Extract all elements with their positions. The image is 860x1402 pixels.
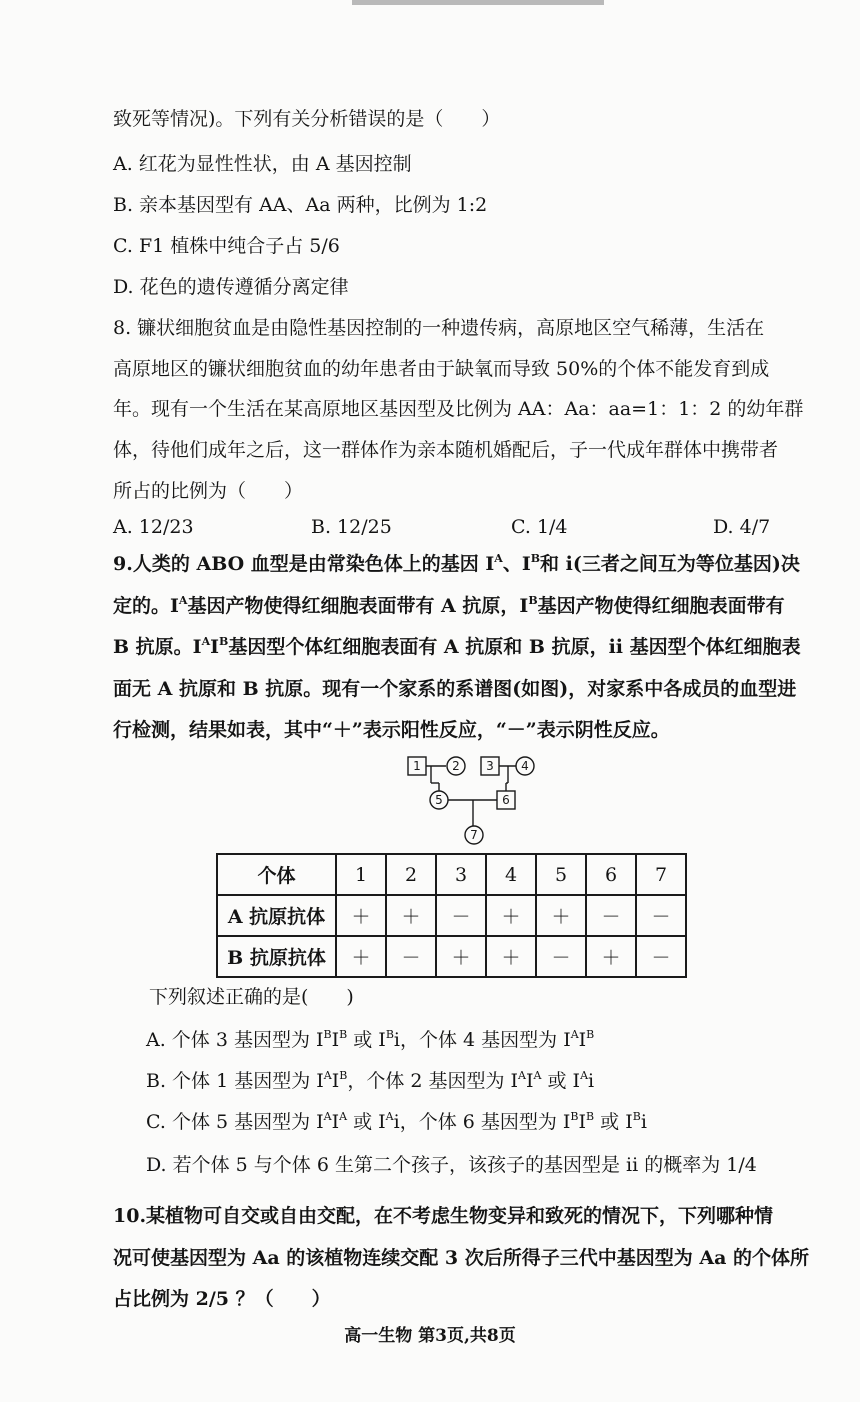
q7-stem-end: 致死等情况)。下列有关分析错误的是（ ） (113, 108, 501, 130)
q9-option-c: C. 个体 5 基因型为 $I^AI^A$ 或 $I^Ai$，个体 6 基因型为 $I^BI^B$ 或 $I^Bi$ (146, 1110, 647, 1133)
q8-option-c: C. 1/4 (511, 516, 568, 538)
pedigree-label-6: 6 (502, 793, 510, 807)
table-cell: ＋ (586, 936, 636, 977)
q9-line-4: 面无 A 抗原和 B 抗原。现有一个家系的系谱图(如图)，对家系中各成员的血型进 (113, 678, 797, 700)
table-cell: ＋ (486, 936, 536, 977)
pedigree-label-1: 1 (413, 759, 421, 773)
table-header-cell: 个体 (217, 854, 336, 895)
pedigree-label-5: 5 (435, 793, 443, 807)
table-cell: ＋ (486, 895, 536, 936)
table-cell: ＋ (536, 895, 586, 936)
table-cell: － (636, 936, 686, 977)
table-header-row (217, 854, 686, 895)
table-header-cell: 5 (536, 854, 586, 895)
q8-line-3: 年。现有一个生活在某高原地区基因型及比例为 AA：Aa：aa=1：1：2 的幼年群 (113, 398, 804, 420)
table-header-cell: 2 (386, 854, 436, 895)
table-row-label: A 抗原抗体 (217, 895, 336, 936)
q8-option-d: D. 4/7 (713, 516, 771, 538)
q9-line-1: 9.人类的 ABO 血型是由常染色体上的基因 $I^A$、$I^B$和 i(三者之间互为等位基因)决 (113, 552, 800, 575)
pedigree-label-3: 3 (486, 759, 494, 773)
q8-line-2: 高原地区的镰状细胞贫血的幼年患者由于缺氧而导致 50%的个体不能发育到成 (113, 358, 770, 380)
table-row-label: B 抗原抗体 (217, 936, 336, 977)
table-cell: － (586, 895, 636, 936)
table-cell: ＋ (336, 895, 386, 936)
table-cell: ＋ (336, 936, 386, 977)
blood-type-table (216, 853, 687, 978)
q9-line-2: 定的。$I^A$基因产物使得红细胞表面带有 A 抗原，$I^B$基因产物使得红细胞表面带有 (113, 594, 785, 617)
table-cell: ＋ (436, 936, 486, 977)
pedigree-label-4: 4 (521, 759, 529, 773)
q8-option-a: A. 12/23 (113, 516, 194, 538)
pedigree-label-2: 2 (452, 759, 460, 773)
table-header-cell: 4 (486, 854, 536, 895)
table-cell: － (386, 936, 436, 977)
q10-line-1: 10.某植物可自交或自由交配，在不考虑生物变异和致死的情况下，下列哪种情 (113, 1205, 774, 1227)
table-header-cell: 7 (636, 854, 686, 895)
q9-option-d: D. 若个体 5 与个体 6 生第二个孩子，该孩子的基因型是 ii 的概率为 1/4 (146, 1154, 757, 1176)
table-header-cell: 6 (586, 854, 636, 895)
q8-line-5: 所占的比例为（ ） (113, 480, 304, 502)
q7-option-a: A. 红花为显性性状，由 A 基因控制 (113, 153, 412, 175)
table-header-cell: 1 (336, 854, 386, 895)
q7-option-c: C. F1 植株中纯合子占 5/6 (113, 235, 340, 257)
scan-edge-shadow (352, 0, 604, 5)
q9-line-3: B 抗原。$I^AI^B$基因型个体红细胞表面有 A 抗原和 B 抗原，ii 基因型个体红细胞表 (113, 635, 801, 658)
table-cell: － (636, 895, 686, 936)
q8-option-b: B. 12/25 (311, 516, 392, 538)
table-row (217, 895, 686, 936)
q9-option-b: B. 个体 1 基因型为 $I^AI^B$，个体 2 基因型为 $I^AI^A$ 或 $I^Ai$ (146, 1069, 595, 1092)
q9-prompt: 下列叙述正确的是( ) (149, 986, 354, 1008)
table-header-cell: 3 (436, 854, 486, 895)
q7-option-b: B. 亲本基因型有 AA、Aa 两种，比例为 1:2 (113, 194, 488, 216)
q10-line-2: 况可使基因型为 Aa 的该植物连续交配 3 次后所得子三代中基因型为 Aa 的个体所 (113, 1247, 810, 1269)
table-cell: － (536, 936, 586, 977)
q10-line-3: 占比例为 2/5 ？（ ） (113, 1288, 331, 1310)
pedigree-diagram (400, 748, 550, 848)
pedigree-label-7: 7 (470, 828, 478, 842)
table-cell: － (436, 895, 486, 936)
q9-option-a: A. 个体 3 基因型为 $I^BI^B$ 或 $I^Bi$，个体 4 基因型为 $I^AI^B$ (146, 1028, 595, 1051)
table-cell: ＋ (386, 895, 436, 936)
q8-line-1: 8. 镰状细胞贫血是由隐性基因控制的一种遗传病，高原地区空气稀薄，生活在 (113, 317, 765, 339)
q8-line-4: 体，待他们成年之后，这一群体作为亲本随机婚配后，子一代成年群体中携带者 (113, 439, 779, 461)
table-row (217, 936, 686, 977)
page-footer: 高一生物 第3页,共8页 (344, 1326, 516, 1346)
q7-option-d: D. 花色的遗传遵循分离定律 (113, 276, 349, 298)
q9-line-5: 行检测，结果如表，其中“＋”表示阳性反应，“－”表示阴性反应。 (113, 719, 670, 741)
